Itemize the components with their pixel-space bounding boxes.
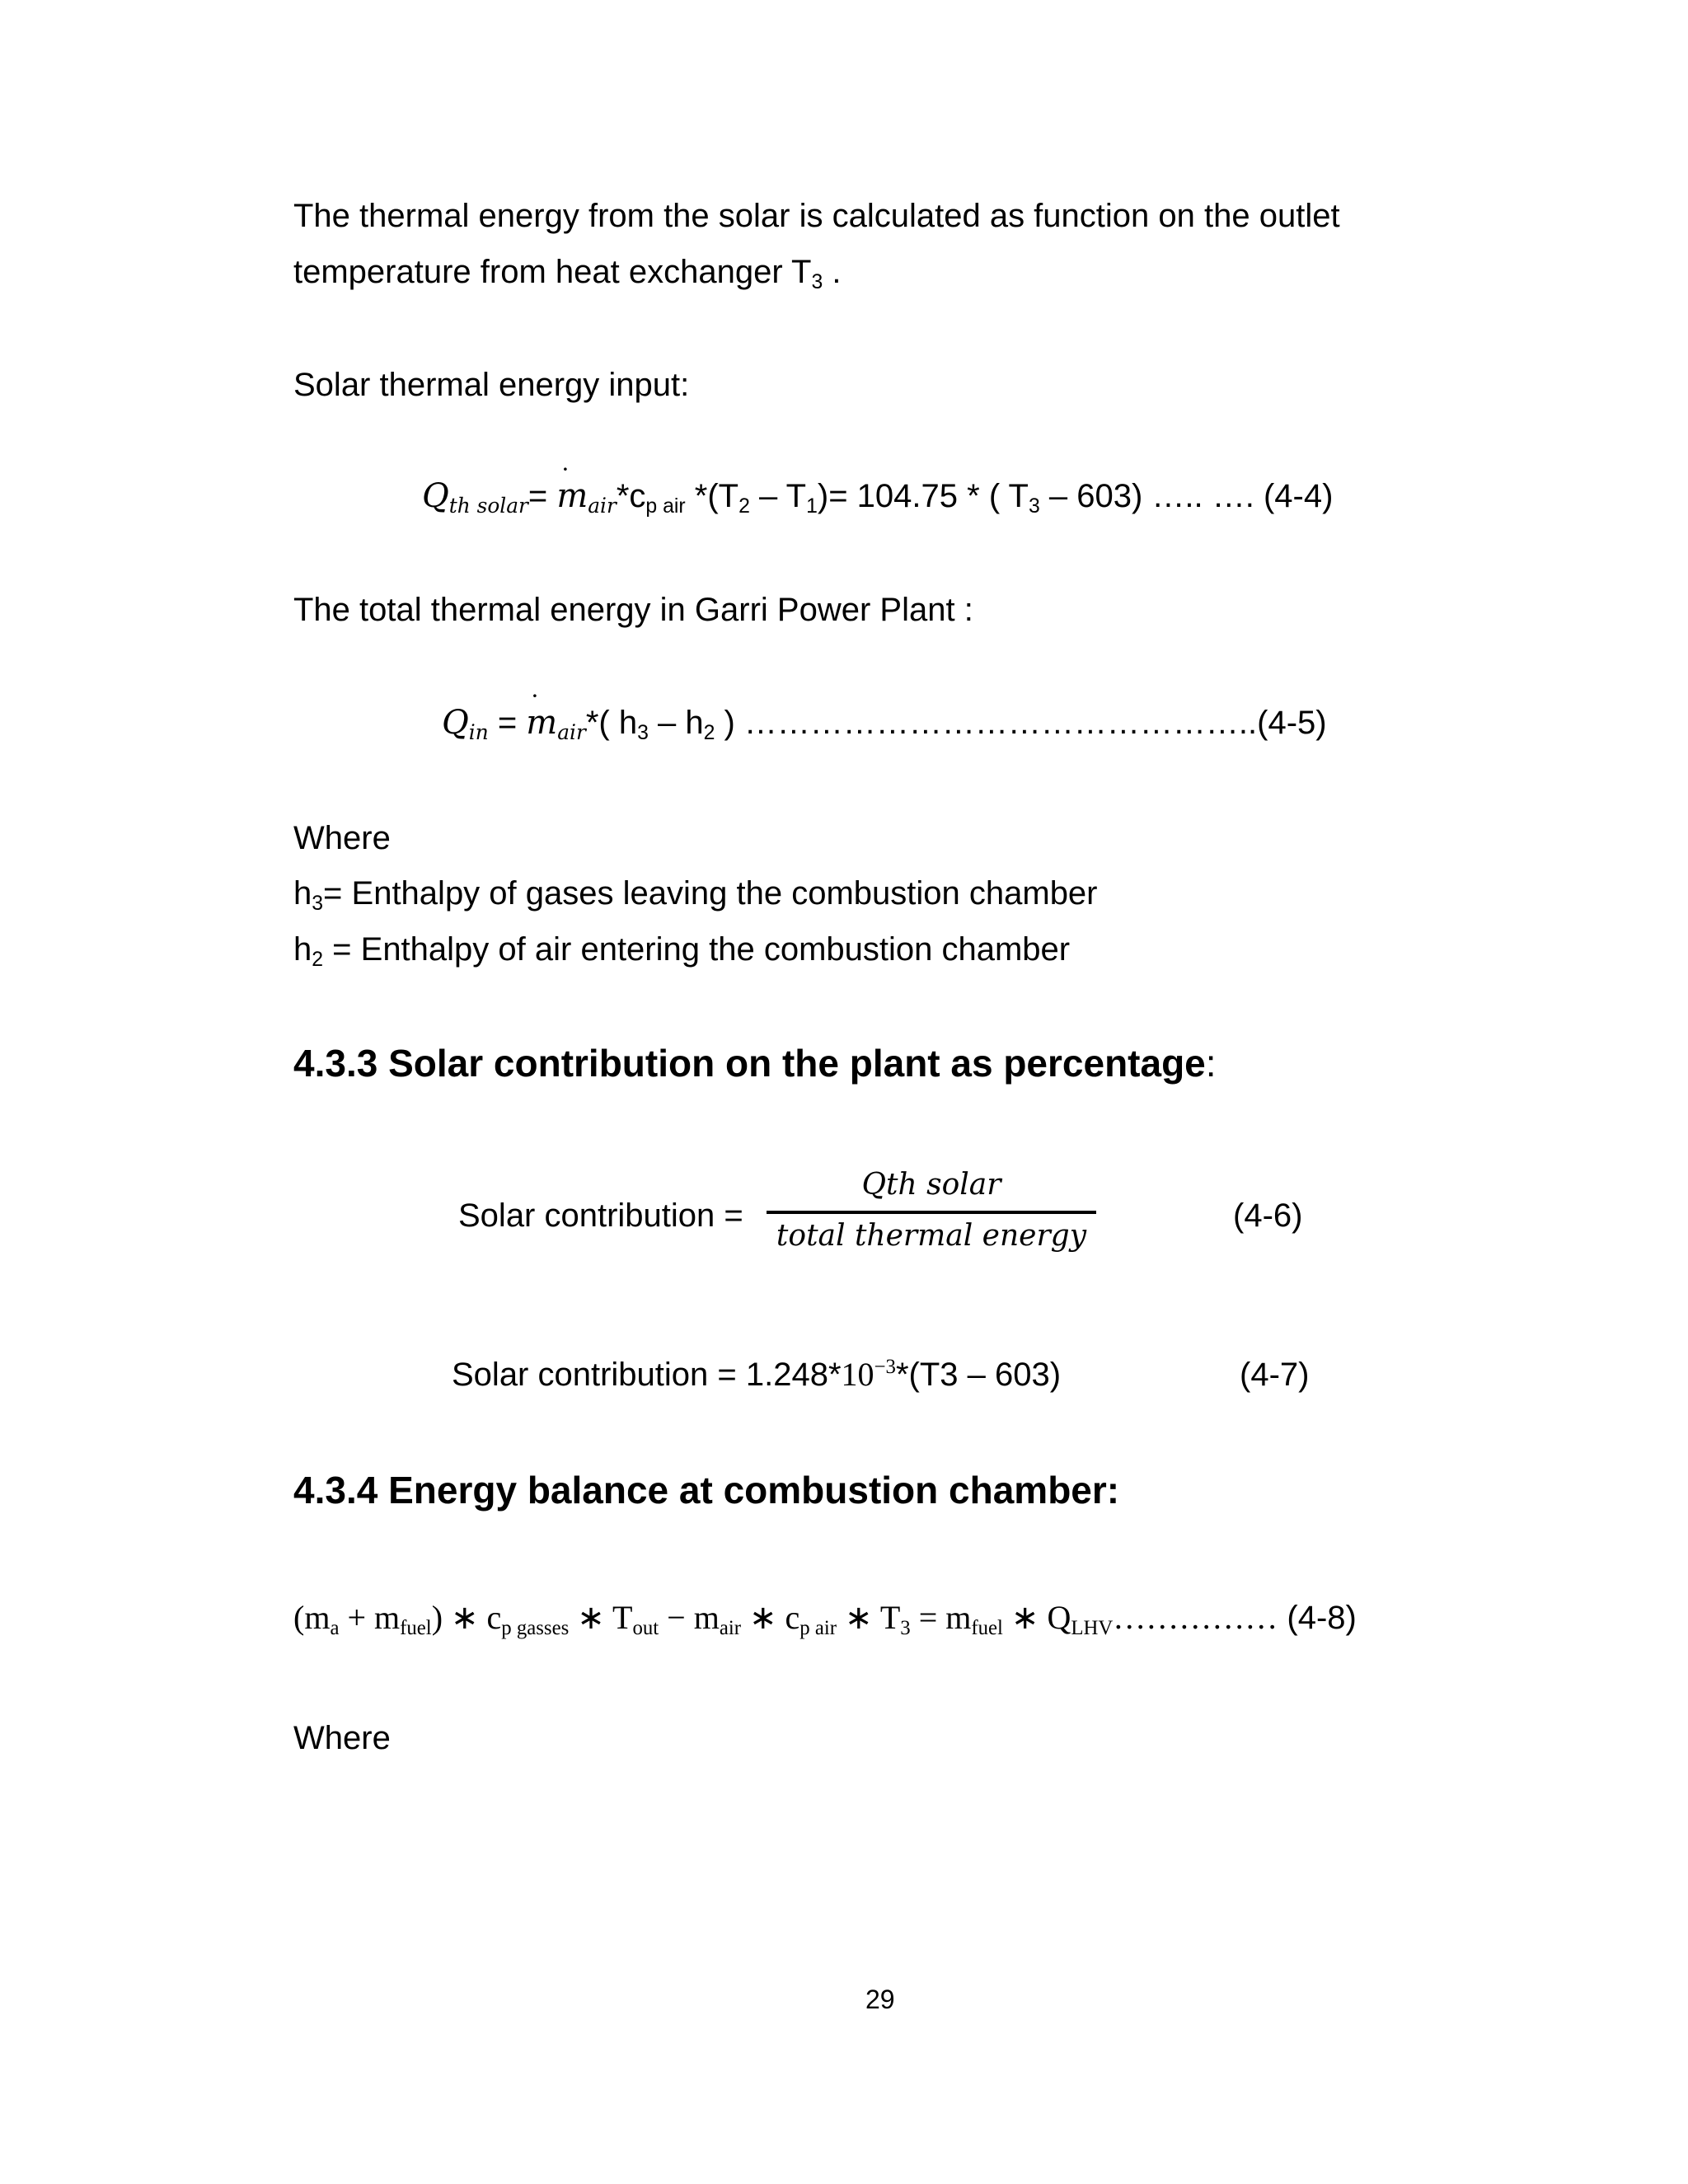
eq-text: – T <box>749 478 807 514</box>
heading-text: 4.3.3 Solar contribution on the plant as percentage <box>293 1042 1206 1085</box>
eq-text: *(T3 – 603) <box>895 1357 1062 1393</box>
heading-colon: : <box>1205 1042 1217 1085</box>
where-label: Where <box>293 820 391 856</box>
label-solar-input: Solar thermal energy input: <box>293 367 690 403</box>
eq-subscript: 1 <box>806 494 818 518</box>
eq-symbol: Q <box>422 477 449 515</box>
definition-h3 <box>293 875 1098 915</box>
section-heading-4-3-3 <box>293 1042 1217 1085</box>
eq-symbol: m ˙ <box>526 704 557 742</box>
eq-subscript: LHV <box>1071 1616 1114 1639</box>
eq-text: *( h <box>585 705 638 741</box>
definition-text: = Enthalpy of gases leaving the combustion chamber <box>323 875 1098 912</box>
paragraph-line <box>293 254 842 293</box>
eq-subscript: p gasses <box>501 1616 570 1639</box>
eq-subscript: 3 <box>637 721 649 744</box>
eq-subscript: 2 <box>738 494 750 518</box>
eq-text: ∗ Q <box>1002 1599 1071 1636</box>
definition-h2 <box>293 931 1071 971</box>
equation-number: (4-8) <box>1278 1600 1357 1636</box>
eq-text: ∗ T <box>569 1599 633 1636</box>
label-total-thermal: The total thermal energy in Garri Power Plant : <box>293 592 973 628</box>
eq-subscript: fuel <box>400 1616 432 1639</box>
eq-text: = <box>488 705 527 741</box>
eq-subscript: 3 <box>1028 494 1040 518</box>
eq-text: = m <box>910 1599 972 1636</box>
eq-text: )= 104.75 * ( T <box>817 478 1029 514</box>
eq-symbol: m ˙ <box>556 477 588 515</box>
eq-text: – 603) ….. …. (4-4) <box>1039 478 1334 514</box>
subscript: 3 <box>811 270 823 293</box>
eq-text: ∗ T <box>837 1599 901 1636</box>
eq-text: – h <box>648 705 704 741</box>
eq-subscript: out <box>632 1616 659 1639</box>
fraction-bar <box>767 1211 1096 1214</box>
eq-subscript: 2 <box>703 721 715 744</box>
text: The thermal energy from the solar is calculated as function on the outlet <box>293 198 1340 234</box>
eq-symbol: Q <box>442 704 469 742</box>
equation-number: (4-6) <box>1233 1197 1303 1234</box>
eq-text: + m <box>339 1599 401 1636</box>
equation-4-7 <box>452 1358 1061 1391</box>
eq-subscript: th solar <box>448 493 528 518</box>
eq-text: *(T <box>685 478 739 514</box>
eq-subscript: p air <box>799 1616 837 1639</box>
numerator-text: Qth solar <box>861 1168 1001 1202</box>
eq-dots: …………… <box>1113 1599 1278 1636</box>
eq-text: Solar contribution = 1.248* <box>452 1357 842 1393</box>
eq-subscript: 3 <box>900 1616 911 1639</box>
paragraph-line <box>293 199 1340 232</box>
where-label: Where <box>293 1720 391 1756</box>
eq-subscript: p air <box>645 494 686 518</box>
eq-subscript: a <box>330 1616 340 1639</box>
symbol: h <box>293 875 312 912</box>
equation-4-4 <box>422 477 1334 518</box>
equation-4-8 <box>293 1599 1357 1639</box>
fraction-denominator <box>750 1220 1113 1253</box>
subscript: 2 <box>312 948 324 971</box>
definition-text: = Enthalpy of air entering the combustion chamber <box>323 931 1071 968</box>
eq-text: ) ………………………………………..(4-5) <box>715 705 1327 741</box>
symbol: h <box>293 931 312 968</box>
eq-subscript: air <box>719 1616 741 1639</box>
fraction-numerator <box>767 1169 1096 1202</box>
equation-4-6-lhs: Solar contribution = <box>458 1197 743 1234</box>
eq-subscript: air <box>557 719 586 744</box>
eq-subscript: air <box>588 493 617 518</box>
eq-text: = <box>528 478 557 514</box>
eq-text: *c <box>616 478 646 514</box>
eq-ten: 10 <box>841 1356 874 1393</box>
page-number: 29 <box>865 1985 895 2014</box>
text: temperature from heat exchanger T <box>293 254 812 290</box>
eq-text: − m <box>659 1599 720 1636</box>
eq-subscript: in <box>468 719 489 744</box>
subscript: 3 <box>312 892 324 915</box>
eq-text: (m <box>293 1599 331 1636</box>
text: . <box>823 254 842 290</box>
eq-text: ∗ c <box>741 1599 800 1636</box>
eq-text: ) ∗ c <box>431 1599 502 1636</box>
denominator-text: total thermal energy <box>776 1219 1087 1253</box>
equation-number: (4-7) <box>1240 1357 1310 1393</box>
section-heading-4-3-4: 4.3.4 Energy balance at combustion chamber: <box>293 1469 1120 1511</box>
equation-4-5 <box>442 704 1327 744</box>
eq-subscript: fuel <box>971 1616 1003 1639</box>
eq-exponent: −3 <box>874 1356 896 1379</box>
